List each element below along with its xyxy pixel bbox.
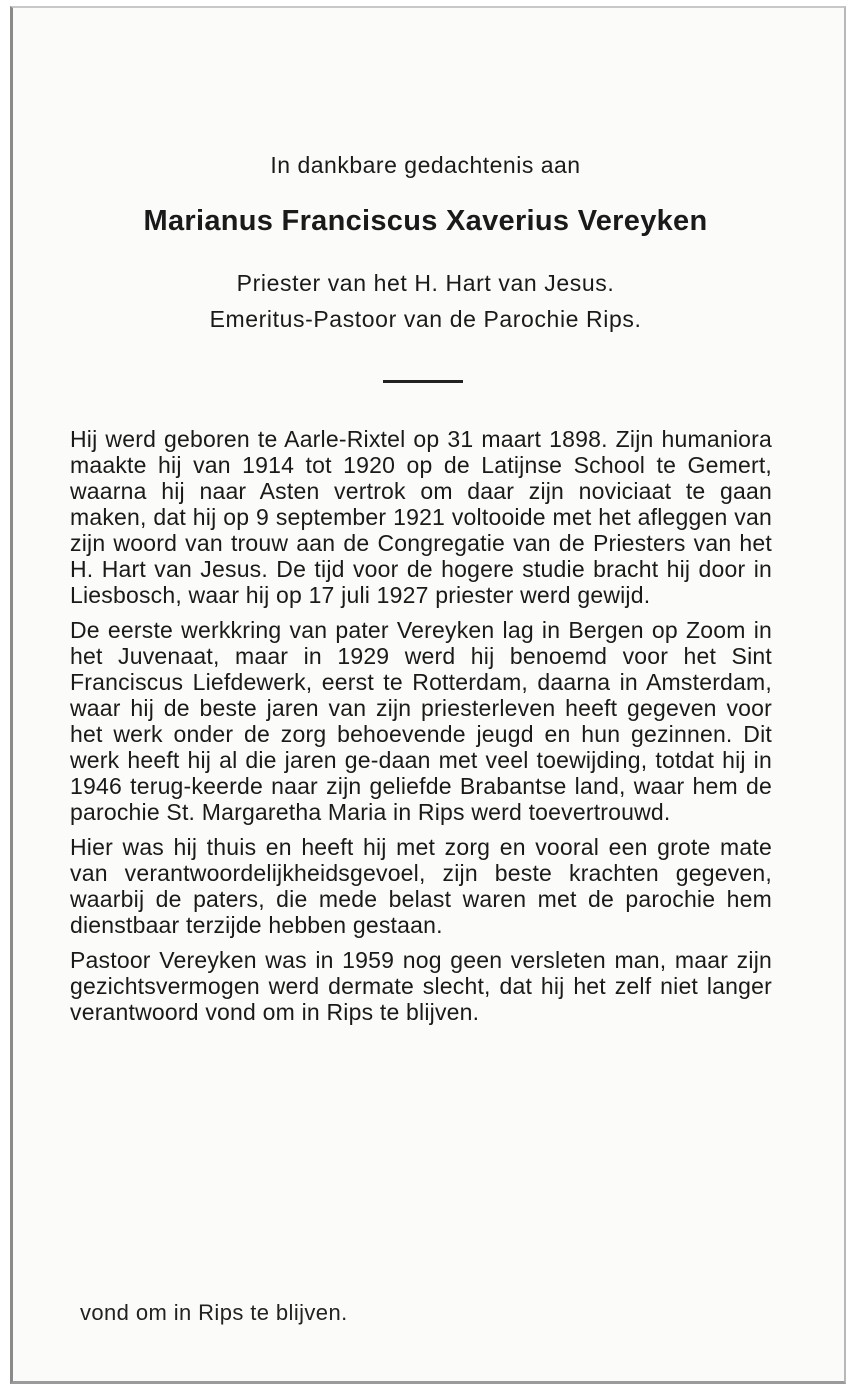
bleed-through-line: vond om in Rips te blijven.: [80, 1300, 348, 1325]
subtitle-pastor: Emeritus-Pastoor van de Parochie Rips.: [209, 306, 642, 332]
paragraph-retirement: Pastoor Vereyken was in 1959 nog geen versleten man, maar zijn gezichtsvermogen werd dermate slecht, dat hij het zelf niet langer verantwoord vond om in Rips te blijven.: [70, 947, 772, 1025]
paragraph-career: De eerste werkkring van pater Vereyken lag in Bergen op Zoom in het Juvenaat, maar in 1929 werd hij benoemd voor het Sint Franciscus Liefdewerk, eerst te Rotterdam, daarna in Amsterdam, waar hij de beste jaren van zijn priesterleven heeft gegeven voor het werk onder de zorg behoevende jeugd en hun gezinnen. Dit werk heeft hij al die jaren ge-daan met veel toewijding, totdat hij in 1946 terug-keerde naar zijn geliefde Brabantse land, waar hem de parochie St. Margaretha Maria in Rips werd toevertrouwd.: [70, 617, 772, 825]
paragraph-rips: Hier was hij thuis en heeft hij met zorg en vooral een grote mate van verantwoordelijkheidsgevoel, zijn beste krachten gegeven, waarbij de paters, die mede belast waren met de parochie hem dienstbaar terzijde hebben gestaan.: [70, 834, 772, 938]
intro-line: In dankbare gedachtenis aan: [270, 152, 581, 178]
biography-text: [70, 426, 772, 1034]
divider-line: [383, 380, 463, 383]
paragraph-birth-education: Hij werd geboren te Aarle-Rixtel op 31 maart 1898. Zijn humaniora maakte hij van 1914 tot 1920 op de Latijnse School te Gemert, waarna hij naar Asten vertrok om daar zijn noviciaat te gaan maken, dat hij op 9 september 1921 voltooide met het afleggen van zijn woord van trouw aan de Congregatie van de Priesters van het H. Hart van Jesus. De tijd voor de hogere studie bracht hij door in Liesbosch, waar hij op 17 juli 1927 priester werd gewijd.: [70, 426, 772, 608]
subtitle-priest: Priester van het H. Hart van Jesus.: [236, 270, 615, 296]
deceased-name: Marianus Franciscus Xaverius Vereyken: [143, 205, 708, 237]
